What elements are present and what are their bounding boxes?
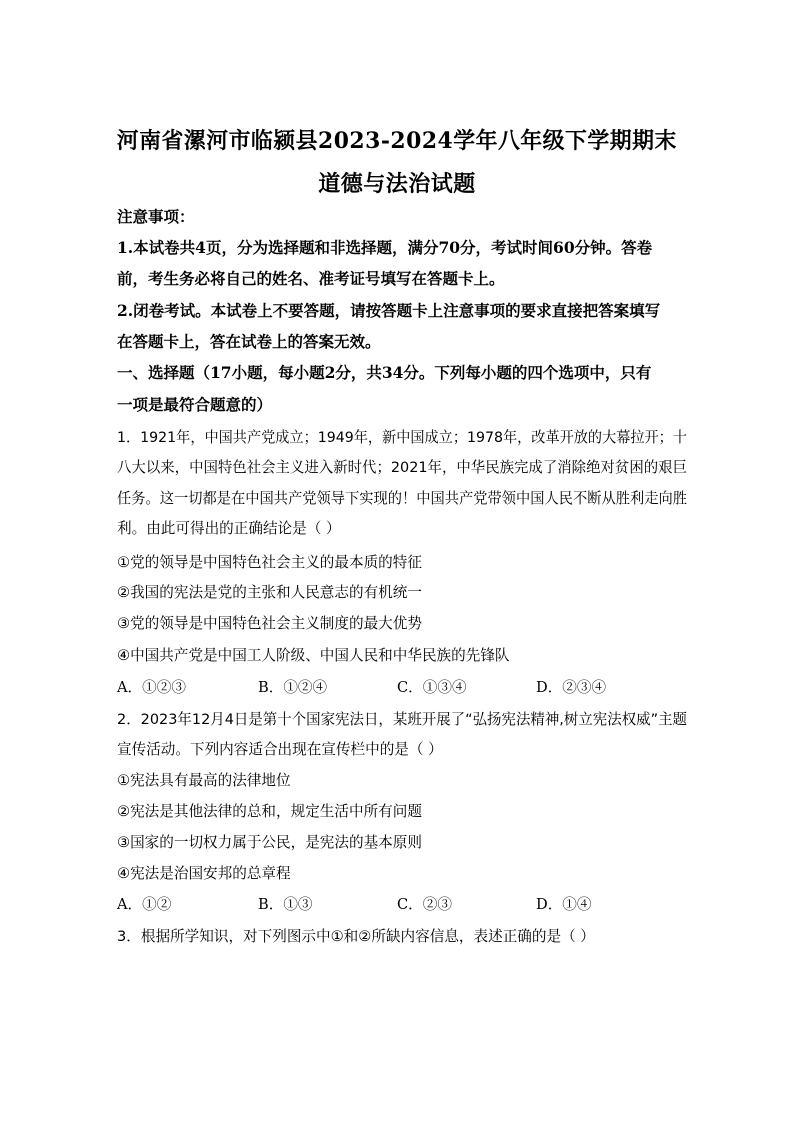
question-1-stem-2: 八大以来，中国特色社会主义进入新时代；2021年，中华民族完成了消除绝对贫困的艰巨 <box>117 459 687 476</box>
notice-item-2: 2.闭卷考试。本试卷上不要答题，请按答题卡上注意事项的要求直接把答案填写 <box>117 301 661 320</box>
question-2-option-c: C．②③ <box>397 896 452 913</box>
question-1-option-a: A．①②③ <box>117 679 186 696</box>
exam-title-line1: 河南省漯河市临颍县2023-2024学年八年级下学期期末 <box>117 128 677 154</box>
question-2-statement: ②宪法是其他法律的总和，规定生活中所有问题 <box>117 803 422 820</box>
question-1-statement: ①党的领导是中国特色社会主义的最本质的特征 <box>117 554 422 571</box>
section-heading-cont: 一项是最符合题意的） <box>117 395 273 414</box>
question-2-option-a: A．①② <box>117 896 172 913</box>
notice-item-1: 1.本试卷共4页，分为选择题和非选择题，满分70分，考试时间60分钟。答卷 <box>117 238 653 257</box>
question-1-statement: ④中国共产党是中国工人阶级、中国人民和中华民族的先锋队 <box>117 647 510 664</box>
question-1-statement: ②我国的宪法是党的主张和人民意志的有机统一 <box>117 584 422 601</box>
question-1-stem-4: 利。由此可得出的正确结论是（ ） <box>117 520 341 537</box>
question-1-option-c: C．①③④ <box>397 679 467 696</box>
question-1-option-b: B．①②④ <box>258 679 328 696</box>
question-1-stem: 1．1921年，中国共产党成立；1949年，新中国成立；1978年，改革开放的大幕拉开；十 <box>117 429 687 446</box>
question-1-statement: ③党的领导是中国特色社会主义制度的最大优势 <box>117 615 422 632</box>
question-2-stem: 2．2023年12月4日是第十个国家宪法日，某班开展了“弘扬宪法精神,树立宪法权威”主题 <box>117 711 687 728</box>
exam-title-line2: 道德与法治试题 <box>318 171 476 197</box>
notice-item-2-cont: 在答题卡上，答在试卷上的答案无效。 <box>117 332 381 351</box>
question-2-option-d: D．①④ <box>536 896 592 913</box>
question-2-statement: ①宪法具有最高的法律地位 <box>117 772 291 789</box>
question-2-stem-2: 宣传活动。下列内容适合出现在宣传栏中的是（ ） <box>117 741 443 758</box>
question-2-statement: ④宪法是治国安邦的总章程 <box>117 865 291 882</box>
question-1-option-d: D．②③④ <box>536 679 607 696</box>
question-2-statement: ③国家的一切权力属于公民，是宪法的基本原则 <box>117 834 422 851</box>
section-heading: 一、选择题（17小题，每小题2分，共34分。下列每小题的四个选项中，只有 <box>117 363 652 382</box>
question-2-option-b: B．①③ <box>258 896 313 913</box>
question-3-stem: 3．根据所学知识，对下列图示中①和②所缺内容信息，表述正确的是（ ） <box>117 928 595 945</box>
question-1-stem-3: 任务。这一切都是在中国共产党领导下实现的！中国共产党带领中国人民不断从胜利走向胜 <box>117 490 687 507</box>
notice-item-1-cont: 前，考生务必将自己的姓名、准考证号填写在答题卡上。 <box>117 269 505 288</box>
notice-heading: 注意事项： <box>117 207 195 226</box>
